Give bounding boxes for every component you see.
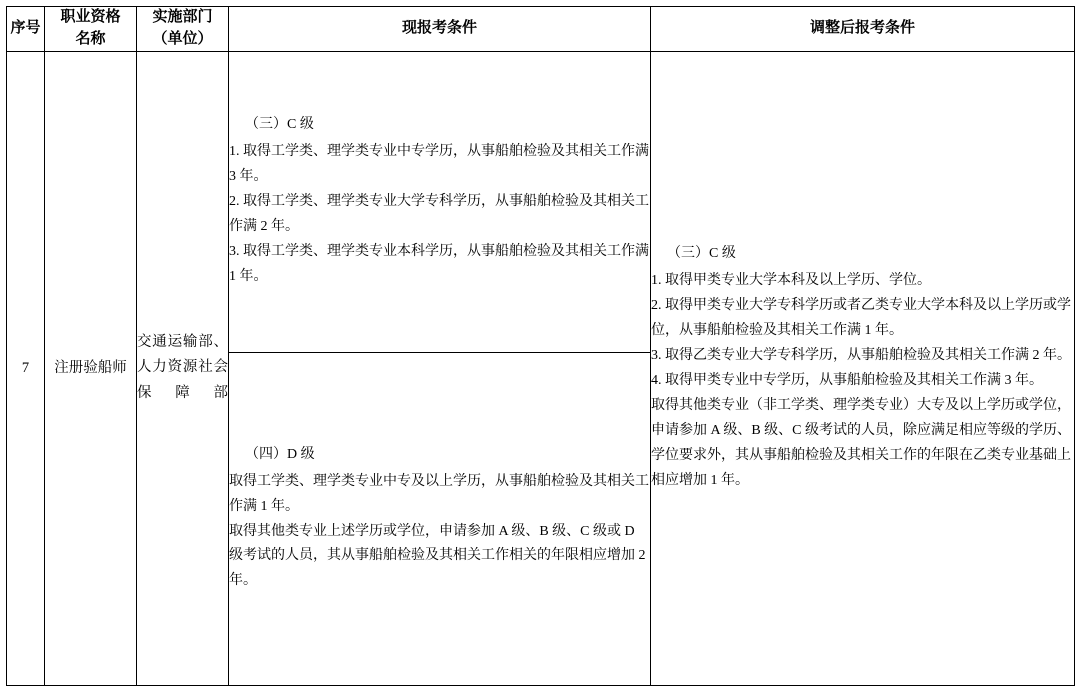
column-header-current-conditions: 现报考条件 (229, 7, 651, 52)
current-c-level-item-1: 1. 取得工学类、理学类专业中专学历，从事船舶检验及其相关工作满 3 年。 (229, 144, 649, 185)
current-d-level-item-1: 取得工学类、理学类专业中专及以上学历，从事船舶检验及其相关工作满 1 年。 (229, 473, 649, 514)
table-body (7, 51, 1075, 685)
qualification-comparison-table (6, 6, 1075, 686)
column-header-adjusted-conditions: 调整后报考条件 (651, 7, 1075, 52)
column-header-dept-line2: （单位） (152, 30, 213, 47)
column-header-dept (137, 7, 229, 52)
column-header-name (45, 7, 137, 52)
current-d-level-item-2: 取得其他类专业上述学历或学位，申请参加 A 级、B 级、C 级或 D 级考试的人员，其从事船舶检验及其相关工作相关的年限相应增加 2 年。 (229, 523, 646, 589)
adjusted-c-level-item-1: 1. 取得甲类专业大学本科及以上学历、学位。 (651, 273, 931, 289)
adjusted-c-level-item-3: 3. 取得乙类专业大学专科学历，从事船舶检验及其相关工作满 2 年。 (651, 348, 1071, 364)
table-row (7, 51, 1075, 352)
column-header-name-line1: 职业资格 (60, 9, 121, 25)
table-header (7, 7, 1075, 52)
adjusted-c-level-title: （三）C 级 (667, 246, 736, 262)
current-c-level-item-3: 3. 取得工学类、理学类专业本科学历，从事船舶检验及其相关工作满 1 年。 (229, 243, 649, 284)
column-header-dept-line1: 实施部门 (152, 9, 213, 25)
current-c-level-title: （三）C 级 (245, 117, 314, 133)
cell-sequence-number: 7 (7, 51, 45, 685)
current-d-level-title: （四）D 级 (245, 446, 315, 462)
adjusted-c-level-item-4: 4. 取得甲类专业中专学历，从事船舶检验及其相关工作满 3 年。 (651, 373, 1043, 388)
cell-adjusted-conditions-c-level (651, 51, 1075, 685)
cell-current-conditions-d-level (229, 352, 651, 685)
adjusted-c-level-item-2: 2. 取得甲类专业大学专科学历或者乙类专业大学本科及以上学历或学位，从事船舶检验及其相关工作满 1 年。 (651, 298, 1071, 339)
column-header-name-line2: 名称 (75, 30, 106, 47)
cell-qualification-name: 注册验船师 (45, 51, 137, 685)
current-c-level-item-2: 2. 取得工学类、理学类专业大学专科学历，从事船舶检验及其相关工作满 2 年。 (229, 194, 649, 234)
adjusted-c-level-note: 取得其他类专业（非工学类、理学类专业）大专及以上学历或学位，申请参加 A 级、B 级、C 级考试的人员，除应满足相应等级的学历、学位要求外，其从事船舶检验及其相关工作的年限在乙类专业基础上相应增加 1 年。 (651, 397, 1072, 488)
cell-current-conditions-c-level (229, 51, 651, 352)
column-header-seq (7, 7, 45, 52)
column-header-seq-line1: 序号 (10, 19, 41, 36)
cell-implementing-department: 交通运输部、人力资源社会保障部 (137, 51, 229, 685)
